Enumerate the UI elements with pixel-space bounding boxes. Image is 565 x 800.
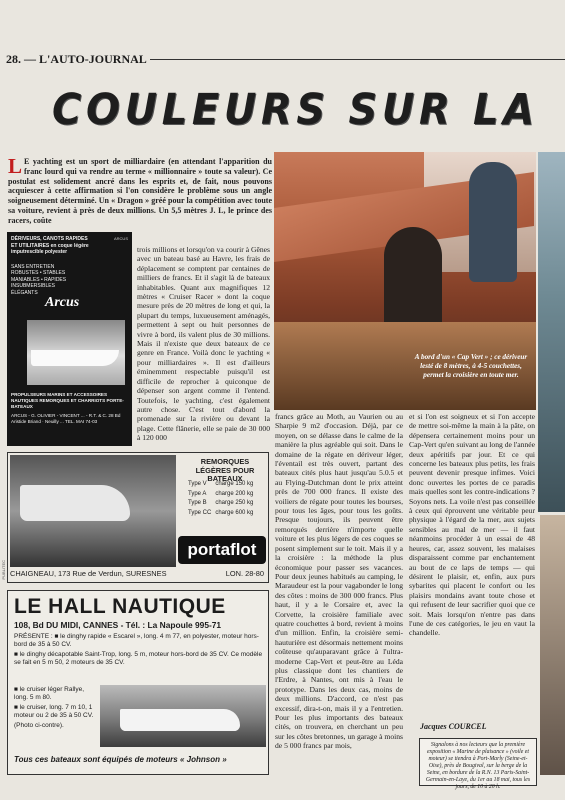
ad-arcus-features [11, 264, 128, 297]
arcus-logo: Arcus [45, 295, 80, 310]
adjacent-photo-strip [538, 152, 565, 512]
type-name: Type A [188, 490, 207, 497]
type-name: Type CC [188, 509, 212, 516]
photo-sailor [384, 227, 442, 337]
feature-line: SANS ENTRETIEN [11, 263, 55, 270]
type-charge: charge 250 kg [215, 500, 254, 507]
exhibition-notice: Signalons à nos lecteurs que la première exposition « Marine de plaisance » (voile et moteur) se tiendra à Port-Marly (Seine-et-Oise), près de Bougival, sur la berge de la Seine, en bordure de la R.N. 13 Paris-Saint-Germain-en-Laye, du 1er au 18 mai, tous les jours, de 10 à 20 h. [419, 738, 537, 786]
trailer-photo [10, 455, 176, 567]
article-column-3: francs grâce au Moth, au Vaurien ou au Sharpie 9 m2 d'occasion. Déjà, par ce moyen, on se délasse dans le calme de la manière la plus agréable qui soit. Dans le domaine de la régate en dériveur léger, l'éventail est très ouvert, partant des bateaux cités plus haut jusqu'au 5.0.5 et au Flying-Dutchman dont le prix atteint près de 700 000 francs. Il existe des voiliers de régate pour toutes les bourses, pour tous les âges, pour tous les goûts. Presque toujours, ils peuvent être remorqués derrière n'importe quelle voiture et les plus légers de ces coques se posent simplement sur le toit. Mais il y a la croisière : la méthode la plus économique pour passer ses vacances. Pour deux jeunes habitués au camping, le Maraudeur est la pour vagabonder le long des côtes : moins de 300 000 francs. Plus haut, il y a le Corsaire et, avec la Corvette, la croisière familiale avec quatre couchettes à bord, revient à moins d'un million. Enfin, la croisière semi-hauturière est désormais nettement moins coûteuse qu'auparavant grâce à l'ultra-moderne Cap-Vert et peut-être au Léda plus classique dont les chantiers de l'Erdre, à Nantes, ont mis à l'eau le prototype. Dans les deux cas, moins de deux millions. D'accord, ce n'est pas excessif, dira-t-on, mais il y a l'entretien. Pour les plus importants des bateaux cités, on trouvera, en cherchant un peu sur les côtes bretonnes, un garage à moins de 5 000 francs par mois, [275, 412, 403, 751]
feature-line: ÉLÉGANTS [11, 289, 38, 296]
ad-hall-items [14, 633, 266, 667]
ad-portaflot-address: CHAIGNEAU, 173 Rue de Verdun, SURESNES [10, 569, 167, 578]
arcus-boat-photo [27, 320, 125, 385]
drop-cap: L [8, 154, 23, 178]
portaflot-logo: portaflot [178, 536, 266, 564]
list-item: ■ le cruiser léger Rallye, long. 5 m 80. [14, 686, 85, 701]
feature-line: INSUBMERSIBLES [11, 283, 55, 289]
list-item: PRÉSENTE : ■ le dinghy rapide « Escarel », long. 4 m 77, en polyester, moteur hors-bord de 35 à 50 CV. [14, 633, 259, 648]
portaflot-advertisement [7, 452, 269, 583]
type-charge: charge 600 kg [215, 509, 254, 516]
adjacent-photo-strip-lower [540, 515, 565, 775]
page-header [0, 44, 565, 66]
header-rule [150, 59, 565, 60]
type-name: Type B [188, 500, 207, 507]
article-column-4: et si l'on est soigneux et si l'on accepte de mettre soi-même la main à la pâte, on dépensera certainement moins pour un Cap-Vert qu'en suivant au long de l'année deux apéritifs par jour. Et ce qui concerne les bateaux plus petits, les frais peuvent devenir presque infimes. Voici donc ouvertes les portes de ce paradis mais quelles sont les contre-indications ? Soyons nets. La voile n'est pas conseillée à ceux qui éprouvent une véritable peur physique à l'égard de la mer, aux sujets sensibles au mal de mer — il faut néanmoins procéder à un essai de 48 heures, car, assez souvent, les malaises disparaissent comme par enchantement au bout de ce laps de temps — qui désirent le plaisir, et, enfin, aux purs sybarites qui placent le confort ou les plaisirs mondains avant toute chose et qui refusent de leur sacrifier quoi que ce soit. Mais lorsqu'on n'entre pas dans l'une de ces catégories, le jeu en vaut la chandelle. [409, 412, 535, 638]
cruiser-photo [100, 685, 266, 747]
feature-line: MANIABLES • RAPIDES [11, 276, 67, 283]
arcus-advertisement [7, 232, 132, 446]
list-item: ■ le cruiser, long. 7 m 10, 1 moteur ou 2 de 35 à 50 CV. [14, 704, 94, 719]
ad-portaflot-phone: LON. 28-80 [225, 569, 264, 578]
article-headline: COULEURS SUR LA [52, 85, 539, 135]
article-intro [8, 154, 272, 226]
trailer-types-table [186, 480, 255, 518]
ad-portaflot-footer [10, 569, 268, 578]
ad-arcus-top: DÉRIVEURS, CANOTS RAPIDES ET UTILITAIRES en coque légère imputrescible polyester [11, 236, 89, 255]
table-row [186, 490, 255, 500]
photo-caption: A bord d'un « Cap Vert » ; ce dériveur lesté de 8 mètres, à 4-5 couchettes, permet la croisière en toute mer. [414, 353, 528, 379]
ad-arcus-brand: ARCUS [113, 236, 128, 241]
author-signature: Jacques COURCEL [420, 722, 487, 731]
table-row [186, 499, 255, 509]
photo-sailor [469, 162, 517, 282]
hall-nautique-advertisement [7, 590, 269, 775]
table-row [186, 480, 255, 490]
feature-line: ROBUSTES • STABLES [11, 270, 66, 276]
ad-arcus-bottom [11, 392, 128, 425]
ad-arcus-contact: ARCUS - G. OLIVIER - VINCENT ... - R.T. & C. 28 Bd Aristide Briand · Neuilly ... TEL. MAI 74-03 [11, 413, 121, 424]
ad-hall-items-2 [14, 686, 96, 730]
ad-hall-address: 108, Bd DU MIDI, CANNES - Tél. : La Napoule 995-71 [14, 620, 222, 630]
type-charge: charge 150 kg [215, 481, 254, 487]
ad-hall-footer: Tous ces bateaux sont équipés de moteurs « Johnson » [14, 755, 227, 764]
article-column-2: trois millions et lorsqu'on va courir à Gênes avec un bateau basé au Havre, les frais de déplacement se comptent par centaines de milliers de francs. Et il s'agit là de bateaux inhabitables. Quant aux magnifiques 12 mètres « Cruiser Racer » dont la coque mesure près de 20 mètres de long et qui, la plupart du temps, luxueusement aménagés, permettent à sept ou huit personnes de vivre à bord, ils valent plus de 30 millions. Mais il n'existe que deux bateaux de ce genre en France. Voilà donc le yachting « pour milliardaires ». Il est d'ailleurs éminemment respectable puisqu'il est difficile de reprocher à quiconque de dépenser son argent comme il l'entend. Toutefois, le yachting, c'est également autre chose. C'est tout d'abord la promenade sur la rivière ou devant la plage. Cette flânerie, elle se paie de 30 000 à 120 000 [137, 245, 270, 443]
ad-hall-title: LE HALL NAUTIQUE [14, 595, 226, 618]
page-number: 28. — L'AUTO-JOURNAL [6, 52, 147, 66]
list-item: ■ le dinghy décapotable Saint-Trop, long. 5 m, moteur hors-bord de 35 CV. Ce modèle se fait en 5 m 50, 2 moteurs de 35 CV. [14, 651, 263, 666]
type-charge: charge 200 kg [215, 490, 254, 497]
intro-text: E yachting est un sport de milliardaire (en attendant l'apparition du franc lourd qui va rendre au terme « millionnaire » toute sa valeur). Ce postulat est solidement ancré dans les esprits et, de fait, nous pouvons acquiescer à cette affirmation si l'on considère le problème sous un angle soigneusement déterminé. Un « Dragon » gréé pour la compétition avec toute sa voiture, revient à près de deux millions. Un 5,5 mètres J. L, le prince des racers, coûte [8, 157, 272, 225]
ad-arcus-products: PROPULSEURS MARINS ET ACCESSOIRES NAUTIQUES REMORQUES ET CHARRIOTS PORTE-BATEAUX [11, 392, 124, 409]
list-item: (Photo ci-contre). [14, 722, 64, 729]
agency-credit: PUBLITEC [1, 560, 6, 580]
ad-portaflot-title: REMORQUES LÉGÈRES POUR BATEAUX [195, 457, 255, 484]
type-name: Type V [188, 481, 207, 487]
table-row [186, 509, 255, 519]
